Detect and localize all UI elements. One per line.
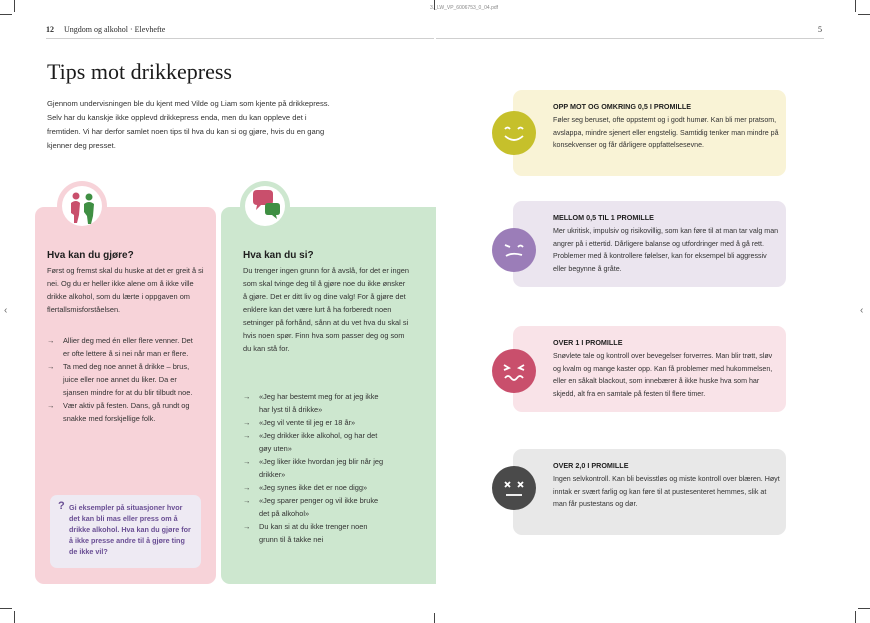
list-item: → «Jeg liker ikke hvordan jeg blir når jeg drikker» bbox=[243, 457, 384, 479]
list-item: → «Jeg vil vente til jeg er 18 år» bbox=[243, 418, 356, 427]
left-page-number: 12 bbox=[46, 25, 54, 34]
level-card-0-5 bbox=[513, 90, 786, 176]
crop-mark bbox=[14, 611, 15, 623]
card-heading: Hva kan du si? bbox=[243, 250, 314, 261]
question-box bbox=[50, 495, 201, 568]
crop-mark bbox=[858, 14, 870, 15]
list-item: → «Jeg har bestemt meg for at jeg ikke har lyst til å drikke» bbox=[243, 392, 379, 414]
question-text: Gi eksempler på situasjoner hvor det kan bli mas eller press om å drikke alkohol. Hva kan du gjøre for å ikke presse andre til å gjøre ting de ikke vil? bbox=[69, 503, 191, 556]
right-page-number: 5 bbox=[818, 25, 822, 34]
list-item: → Ta med deg noe annet å drikke – brus, juice eller noe annet du liker. Da er sjansen mindre for at du blir tilbudt noe. bbox=[47, 362, 193, 397]
crop-mark bbox=[14, 0, 15, 12]
crop-mark bbox=[434, 613, 435, 623]
sick-face-icon bbox=[492, 349, 536, 393]
level-card-over-2 bbox=[513, 449, 786, 535]
running-title: Ungdom og alkohol · Elevhefte bbox=[64, 25, 166, 34]
level-heading: OPP MOT OG OMKRING 0,5 I PROMILLE bbox=[553, 102, 692, 111]
happy-face-icon bbox=[492, 111, 536, 155]
crop-mark bbox=[855, 0, 856, 12]
speech-bubbles-icon bbox=[240, 181, 290, 231]
level-text: Snøvlete tale og kontroll over bevegelser forverres. Man blir trøtt, sløv og kvalm og mange kaster opp. Kan få problemer med hukommelsen, eller en såkalt blackout, som innebærer å ikke huske hva som har skjedd, alt fra en samtale på festen til flere timer. bbox=[553, 352, 773, 398]
level-heading: MELLOM 0,5 TIL 1 PROMILLE bbox=[553, 213, 654, 222]
page-title: Tips mot drikkepress bbox=[47, 59, 232, 84]
level-heading: OVER 1 I PROMILLE bbox=[553, 338, 623, 347]
list-item: → «Jeg sparer penger og vil ikke bruke det på alkohol» bbox=[243, 496, 379, 518]
header-rule bbox=[46, 38, 434, 39]
crop-mark bbox=[858, 608, 870, 609]
unconscious-face-icon bbox=[492, 466, 536, 510]
registration-mark: ‹ bbox=[860, 305, 864, 316]
card-paragraph: Du trenger ingen grunn for å avslå, for det er ingen som skal tvinge deg til å gjøre noe du ikke ønsker å gjøre. Det er ditt liv og dine valg! For å gjøre det enklere kan det være lurt å ha forberedt noen setninger på forhånd, sånn at du vet hva du skal si hvis noen spør. Finn hva som passer deg og som du kan stå for. bbox=[243, 266, 409, 353]
two-people-icon bbox=[57, 181, 107, 231]
list-item: → Allier deg med én eller flere venner. Det er ofte lettere å si nei når man er flere. bbox=[47, 336, 193, 358]
level-text: Mer ukritisk, impulsiv og risikovillig, som kan føre til at man tar valg man angrer på i ettertid. Dårligere balanse og utfordringer med å gå rett. Problemer med å kontrollere følelser, kan for eksempel bli aggressiv eller begynne å gråte. bbox=[553, 227, 779, 273]
woozy-face-icon bbox=[492, 228, 536, 272]
card-heading: Hva kan du gjøre? bbox=[47, 250, 134, 261]
level-card-0-5-to-1 bbox=[513, 201, 786, 287]
crop-mark bbox=[0, 608, 12, 609]
level-text: Føler seg beruset, ofte oppstemt og i godt humør. Kan bli mer pratsom, avslappa, mindre sjenert eller engstelig. Samtidig tenker man mindre på konsekvenser og får dårligere oppfattelsesevne. bbox=[553, 116, 779, 149]
tips-list bbox=[47, 334, 197, 425]
phrases-list bbox=[243, 390, 385, 546]
list-item: → «Jeg synes ikke det er noe digg» bbox=[243, 483, 368, 492]
list-item: → Du kan si at du ikke trenger noen grunn til å takke nei bbox=[243, 522, 368, 544]
registration-mark: ‹ bbox=[4, 305, 8, 316]
level-text: Ingen selvkontroll. Kan bli bevisstløs og miste kontroll over blæren. Høyt inntak er svært farlig og kan føre til at pustesenteret hemmes, slik at man får pustestans og dør. bbox=[553, 475, 780, 508]
pdf-filename: 3._LW_VP_6006753_0_04.pdf bbox=[430, 5, 499, 11]
level-card-over-1 bbox=[513, 326, 786, 412]
question-mark-icon: ? bbox=[58, 500, 65, 512]
header-rule bbox=[436, 38, 824, 39]
list-item: → Vær aktiv på festen. Dans, gå rundt og snakke med forskjellige folk. bbox=[47, 401, 190, 423]
crop-mark bbox=[855, 611, 856, 623]
crop-mark bbox=[0, 14, 12, 15]
list-item: → «Jeg drikker ikke alkohol, og har det gøy uten» bbox=[243, 431, 378, 453]
card-paragraph: Først og fremst skal du huske at det er greit å si nei. Og du er heller ikke alene om å ikke ville drikke alkohol, som du lærte i oppgaven om flertallsmisforståelsen. bbox=[47, 266, 204, 314]
level-heading: OVER 2,0 I PROMILLE bbox=[553, 461, 629, 470]
intro-paragraph: Gjennom undervisningen ble du kjent med Vilde og Liam som kjente på drikkepress. Selv har du kanskje ikke opplevd drikkepress enda, men du kan oppleve det i fremtiden. Vi har derfor samlet noen tips til hva du kan si og gjøre, hvis du en gang kjenner deg presset. bbox=[47, 99, 330, 150]
